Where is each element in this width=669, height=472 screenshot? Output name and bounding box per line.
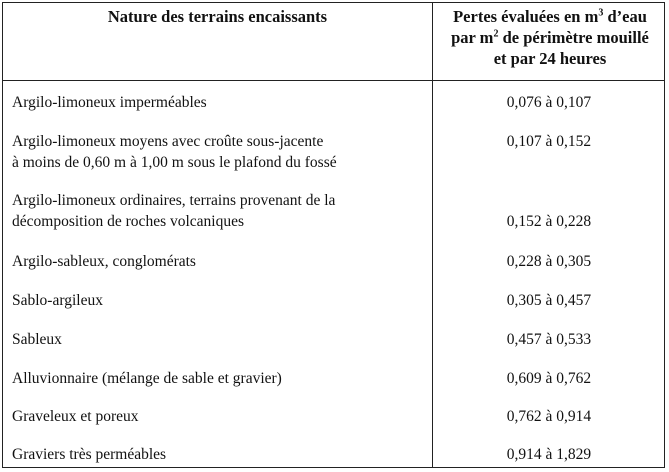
row-nature: Sableux xyxy=(12,331,62,348)
header-losses-line3: et par 24 heures xyxy=(493,49,607,68)
losses-table xyxy=(2,2,665,468)
row-nature: Graveleux et poreux xyxy=(12,408,139,425)
row-nature: Argilo-limoneux moyens avec croûte sous-jacente à moins de 0,60 m à 1,00 m sous le plafond du fossé xyxy=(12,133,337,171)
row-nature: Graviers très perméables xyxy=(12,446,167,463)
header-losses-line1: Pertes évaluées en $m^3$ d’eau xyxy=(453,7,647,26)
header-divider xyxy=(3,80,664,81)
row-loss: 0,457 à 0,533 xyxy=(506,331,592,348)
row-loss: 0,152 à 0,228 xyxy=(506,213,592,230)
header-losses xyxy=(434,6,666,69)
header-losses-line2: par $m^2$ de périmètre mouillé xyxy=(451,28,649,47)
row-loss: 0,076 à 0,107 xyxy=(506,94,592,111)
row-nature: Argilo-limoneux ordinaires, terrains provenant de la décomposition de roches volcaniques xyxy=(12,192,336,230)
row-loss: 0,762 à 0,914 xyxy=(506,408,592,425)
row-loss: 0,305 à 0,457 xyxy=(506,292,592,309)
row-nature: Sablo-argileux xyxy=(12,292,103,309)
row-loss: 0,914 à 1,829 xyxy=(506,446,592,463)
row-loss: 0,228 à 0,305 xyxy=(506,253,592,270)
header-nature: Nature des terrains encaissants xyxy=(107,7,328,26)
column-divider xyxy=(432,3,433,467)
row-nature: Argilo-limoneux imperméables xyxy=(12,94,207,111)
row-nature: Argilo-sableux, conglomérats xyxy=(12,253,196,270)
row-loss: 0,107 à 0,152 xyxy=(506,133,592,150)
row-nature: Alluvionnaire (mélange de sable et gravier) xyxy=(12,370,282,387)
row-loss: 0,609 à 0,762 xyxy=(506,370,592,387)
